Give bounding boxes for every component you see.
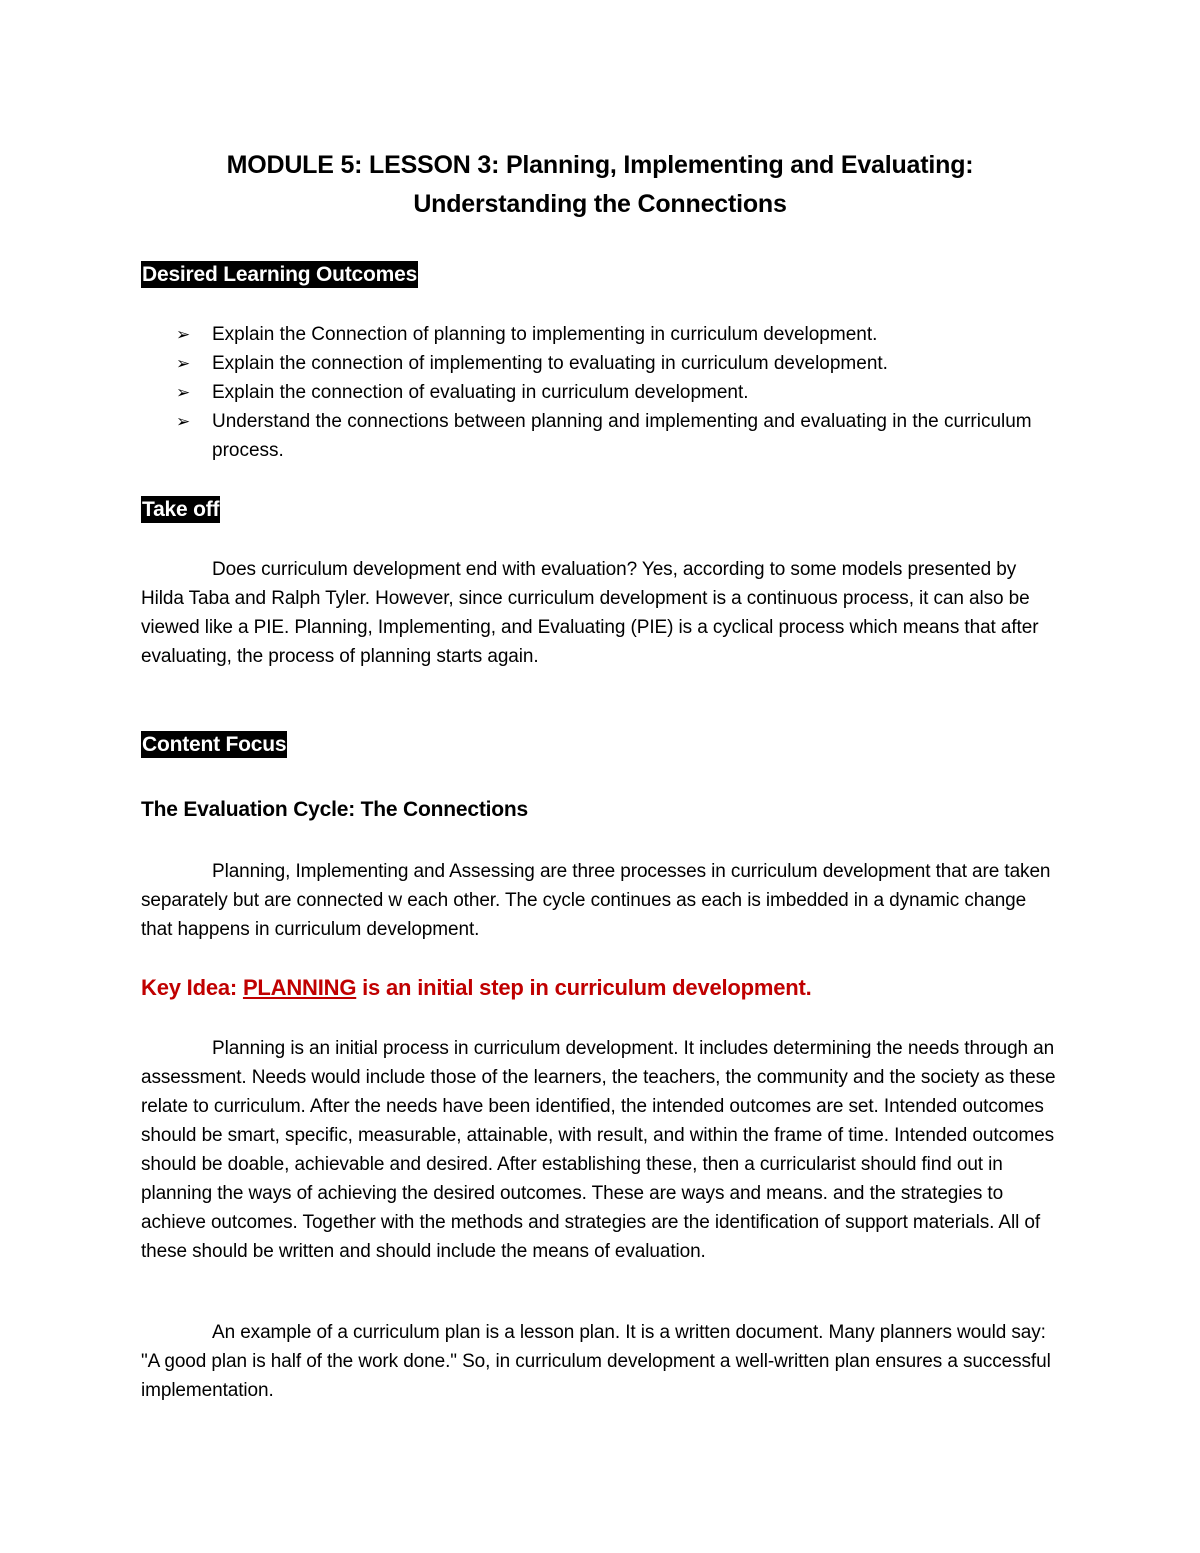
arrow-bullet-icon: ➢ xyxy=(176,325,191,344)
arrow-bullet-icon: ➢ xyxy=(176,354,191,373)
outcomes-list xyxy=(141,320,1061,465)
list-item xyxy=(141,407,1061,465)
key-idea-suffix: is an initial step in curriculum development. xyxy=(356,975,812,1000)
page-title xyxy=(140,146,1060,224)
arrow-bullet-icon: ➢ xyxy=(176,383,191,402)
evaluation-cycle-heading: The Evaluation Cycle: The Connections xyxy=(141,798,528,821)
evaluation-cycle-paragraph: Planning, Implementing and Assessing are three processes in curriculum development that are taken separately but are connected w each other. The cycle continues as each is imbedded in a dynamic change that happens in curriculum development. xyxy=(141,861,1051,940)
list-item-text: Understand the connections between planning and implementing and evaluating in the curriculum process. xyxy=(212,411,1032,461)
take-off-paragraph: Does curriculum development end with evaluation? Yes, according to some models presented by Hilda Taba and Ralph Tyler. However, since curriculum development is a continuous process, it can also be viewed like a PIE. Planning, Implementing, and Evaluating (PIE) is a cyclical process which means that after evaluating, the process of planning starts again. xyxy=(141,559,1039,667)
planning-paragraph: Planning is an initial process in curriculum development. It includes determining the needs through an assessment. Needs would include those of the learners, the teachers, the community and the society as these relate to curriculum. After the needs have been identified, the intended outcomes are set. Intended outcomes should be smart, specific, measurable, attainable, with result, and within the frame of time. Intended outcomes should be doable, achievable and desired. After establishing these, then a curricularist should find out in planning the ways of achieving the desired outcomes. These are ways and means. and the strategies to achieve outcomes. Together with the methods and strategies are the identification of support materials. All of these should be written and should include the means of evaluation. xyxy=(141,1038,1056,1262)
key-idea-keyword: PLANNING xyxy=(242,975,357,1000)
title-line-1: MODULE 5: LESSON 3: Planning, Implementing and Evaluating: xyxy=(226,151,974,179)
title-line-2: Understanding the Connections xyxy=(413,190,787,218)
section-heading-take-off: Take off xyxy=(142,498,220,521)
key-idea-heading xyxy=(141,973,812,1003)
list-item-text: Explain the connection of evaluating in curriculum development. xyxy=(212,382,749,403)
key-idea-prefix: Key Idea: xyxy=(141,975,243,1000)
list-item-text: Explain the connection of implementing to evaluating in curriculum development. xyxy=(212,353,888,374)
list-item-text: Explain the Connection of planning to implementing in curriculum development. xyxy=(212,324,878,345)
list-item xyxy=(141,349,1061,378)
list-item xyxy=(141,378,1061,407)
lesson-plan-example-paragraph: An example of a curriculum plan is a lesson plan. It is a written document. Many planners would say: "A good plan is half of the work done." So, in curriculum development a well-written plan ensures a successful implementation. xyxy=(141,1322,1051,1401)
list-item xyxy=(141,320,1061,349)
arrow-bullet-icon: ➢ xyxy=(176,412,191,431)
section-heading-desired-outcomes: Desired Learning Outcomes xyxy=(142,263,418,286)
section-heading-content-focus: Content Focus xyxy=(142,733,287,756)
